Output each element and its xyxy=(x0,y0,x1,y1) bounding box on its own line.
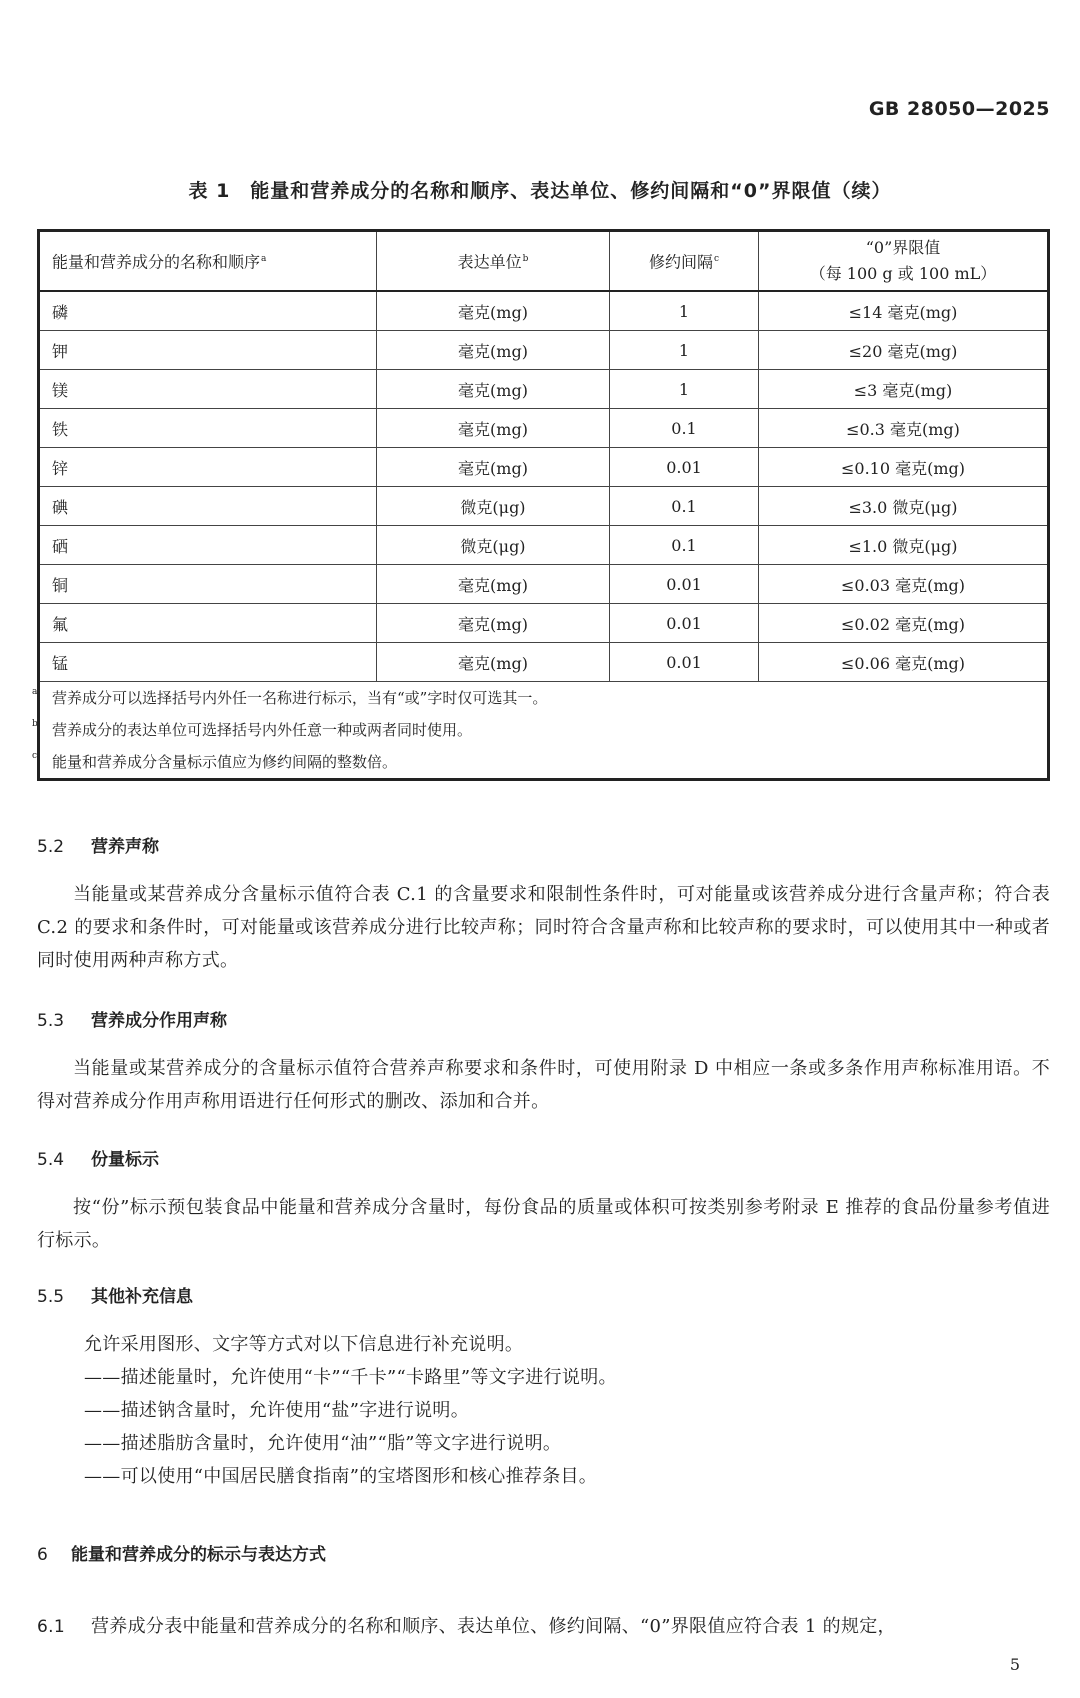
section-paragraph: 当能量或某营养成分含量标示值符合表 C.1 的含量要求和限制性条件时，可对能量或该营养成分进行含量声称；符合表 C.2 的要求和条件时，可对能量或该营养成分进行比较声称；同时符合含量声称和比较声称的要求时，可以使用其中一种或者同时使用两种声称方式。 xyxy=(37,884,1050,971)
section-line: ——描述能量时，允许使用“卡”“千卡”“卡路里”等文字进行说明。 xyxy=(84,1367,617,1388)
table-row: 锌 毫克(mg) 0.01 ≤0.10 毫克(mg) xyxy=(39,448,1049,487)
table-row: 硒 微克(μg) 0.1 ≤1.0 微克(μg) xyxy=(39,526,1049,565)
section-heading: 5.3 营养成分作用声称 xyxy=(37,1011,227,1031)
section-5-2 xyxy=(37,832,1050,977)
section-heading: 6 能量和营养成分的标示与表达方式 xyxy=(37,1545,326,1565)
standard-number: GB 28050—2025 xyxy=(868,98,1050,120)
section-6-1 xyxy=(37,1612,1050,1638)
section-6 xyxy=(37,1540,1050,1565)
table-row: 磷 毫克(mg) 1 ≤14 毫克(mg) xyxy=(39,291,1049,331)
header-interval: 修约间隔$^c$ xyxy=(610,231,759,292)
section-line: ——可以使用“中国居民膳食指南”的宝塔图形和核心推荐条目。 xyxy=(84,1466,598,1487)
table-notes xyxy=(32,682,1049,780)
section-5-3 xyxy=(37,1006,1050,1118)
section-line: ——描述钠含量时，允许使用“盐”字进行说明。 xyxy=(84,1400,470,1421)
section-5-4 xyxy=(37,1145,1050,1257)
nutrient-table xyxy=(32,229,1050,781)
table-notes-row xyxy=(39,682,1049,780)
header-unit: 表达单位$^b$ xyxy=(377,231,610,292)
table-row: 铁 毫克(mg) 0.1 ≤0.3 毫克(mg) xyxy=(39,409,1049,448)
table-note: c 能量和营养成分含量标示值应为修约间隔的整数倍。 xyxy=(32,751,398,771)
section-line: 允许采用图形、文字等方式对以下信息进行补充说明。 xyxy=(84,1334,524,1355)
section-heading: 5.2 营养声称 xyxy=(37,837,159,857)
section-paragraph: 当能量或某营养成分的含量标示值符合营养声称要求和条件时，可使用附录 D 中相应一条或多条作用声称标准用语。不得对营养成分作用声称用语进行任何形式的删改、添加和合并。 xyxy=(37,1058,1050,1112)
table-row: 氟 毫克(mg) 0.01 ≤0.02 毫克(mg) xyxy=(39,604,1049,643)
section-heading: 5.4 份量标示 xyxy=(37,1150,159,1170)
table-header-row xyxy=(39,231,1049,292)
table-note: b 营养成分的表达单位可选择括号内外任意一种或两者同时使用。 xyxy=(32,719,473,739)
table-title: 表 1 能量和营养成分的名称和顺序、表达单位、修约间隔和“0”界限值（续） xyxy=(188,180,892,202)
header-name: 能量和营养成分的名称和顺序$^a$ xyxy=(39,231,377,292)
table-row: 镁 毫克(mg) 1 ≤3 毫克(mg) xyxy=(39,370,1049,409)
section-line: ——描述脂肪含量时，允许使用“油”“脂”等文字进行说明。 xyxy=(84,1433,562,1454)
table-row: 铜 毫克(mg) 0.01 ≤0.03 毫克(mg) xyxy=(39,565,1049,604)
page-number: 5 xyxy=(1009,1655,1020,1674)
section-paragraph: 6.1 营养成分表中能量和营养成分的名称和顺序、表达单位、修约间隔、“0”界限值应符合表 1 的规定， xyxy=(37,1616,896,1637)
table-row: 钾 毫克(mg) 1 ≤20 毫克(mg) xyxy=(39,331,1049,370)
table-row: 锰 毫克(mg) 0.01 ≤0.06 毫克(mg) xyxy=(39,643,1049,682)
section-heading: 5.5 其他补充信息 xyxy=(37,1287,193,1307)
section-5-5 xyxy=(37,1282,1050,1493)
header-limit: “0”界限值 （每 100 g 或 100 mL） xyxy=(759,231,1049,292)
section-paragraph: 按“份”标示预包装食品中能量和营养成分含量时，每份食品的质量或体积可按类别参考附录 E 推荐的食品份量参考值进行标示。 xyxy=(37,1197,1050,1251)
table-row: 碘 微克(μg) 0.1 ≤3.0 微克(μg) xyxy=(39,487,1049,526)
table-note: a 营养成分可以选择括号内外任一名称进行标示，当有“或”字时仅可选其一。 xyxy=(32,687,548,707)
